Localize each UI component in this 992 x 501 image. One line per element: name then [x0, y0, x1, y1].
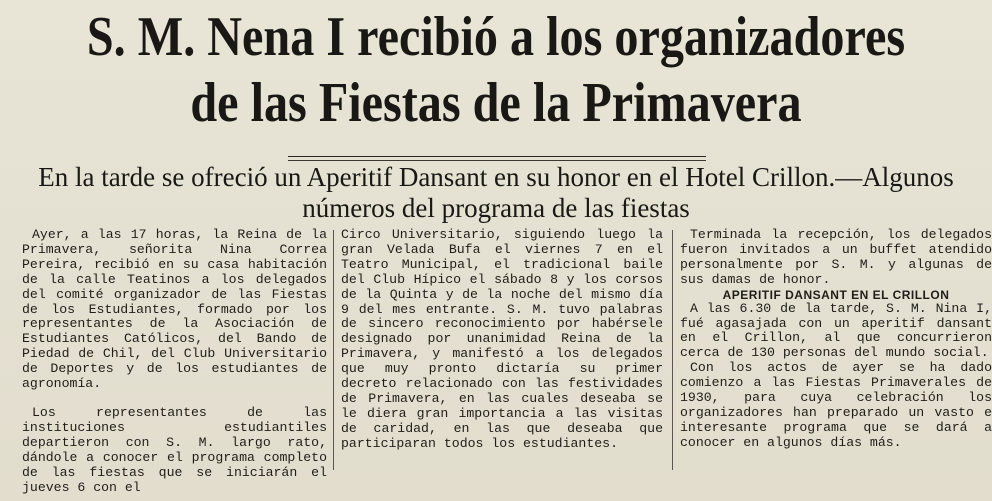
paragraph: Los representantes de las instituciones estudiantiles departieron con S. M. largo rato, dándole a conocer el programa completo de las fiestas que se iniciarán el jueves 6 con el: [22, 404, 327, 495]
column-3: [680, 228, 992, 478]
article-body: [22, 227, 992, 495]
column-divider: [333, 230, 334, 470]
column-2: [341, 228, 663, 478]
paragraph: A las 6.30 de la tarde, S. M. Nina I, fué agasajada con un aperitif dansant en el Crillon, al que concurrieron cerca de 130 personas del mundo social.: [680, 300, 992, 361]
section-subheading: APERITIF DANSANT EN EL CRILLON: [722, 287, 950, 302]
column-1: [22, 227, 327, 495]
column-divider: [672, 230, 673, 470]
paragraph-gap: [22, 392, 327, 406]
paragraph: Terminada la recepción, los delegados fueron invitados a un buffet atendido personalmente por S. M. y algunas de sus damas de honor.: [680, 227, 992, 287]
headline-rule: [288, 156, 706, 157]
headline-rule-secondary: [288, 160, 706, 161]
headline: S. M. Nena I recibió a los organizadores de las Fiestas de la Primavera: [86, 6, 906, 134]
subheadline: En la tarde se ofreció un Aperitif Dansant en su honor en el Hotel Crillon.—Algunos números del programa de las fiestas: [38, 162, 954, 223]
paragraph: Ayer, a las 17 horas, la Reina de la Primavera, señorita Nina Correa Pereira, recibió en su casa habitación de la calle Teatinos a los delegados del comité organizador de las Fiestas de los Estudiantes, formado por los representantes de la Asociación de Estudiantes Católicos, del Bando de Piedad de Chil, del Club Universitario de Deportes y de los estudiantes de agronomía.: [22, 227, 327, 392]
paragraph: Con los actos de ayer se ha dado comienzo a las Fiestas Primaverales de 1930, para cuya celebración los organizadores han preparado un vasto e interesante programa que se dará a conocer en algunos días más.: [680, 360, 992, 450]
paragraph: Circo Universitario, siguiendo luego la gran Velada Bufa el viernes 7 en el Teatro Municipal, el tradicional baile del Club Hípico el sábado 8 y los corsos de la Quinta y de la noche del mismo día 9 del mes entrante. S. M. tuvo palabras de sincero reconocimiento por habérsele designado por unanimidad Reina de la Primavera, y manifestó a los delegados que muy pronto dictaría su primer decreto relacionado con las festividades de Primavera, en las cuales deseaba se le diera gran importancia a las visitas de caridad, en las que deseaba que participaran todos los estudiantes.: [341, 227, 663, 451]
next-article-headline-fragment: [0, 478, 992, 501]
